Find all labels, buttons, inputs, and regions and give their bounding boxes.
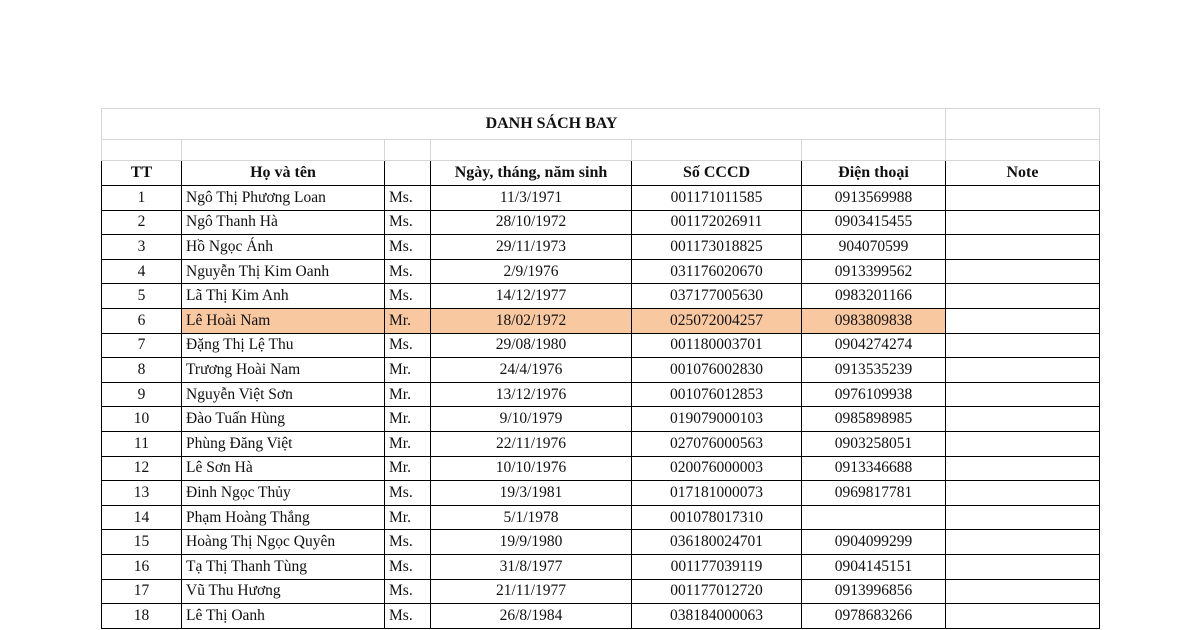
cell-salutation[interactable]: Ms. [385,530,431,555]
cell-salutation[interactable]: Ms. [385,284,431,309]
cell-id[interactable]: 001172026911 [632,210,802,235]
header-name[interactable]: Họ và tên [182,161,385,186]
cell-tt[interactable]: 16 [102,554,182,579]
blank-cell[interactable] [431,140,632,161]
cell-note[interactable] [946,431,1100,456]
cell-name[interactable]: Phạm Hoàng Thắng [182,505,385,530]
cell-salutation[interactable]: Mr. [385,382,431,407]
cell-id[interactable]: 001078017310 [632,505,802,530]
cell-note[interactable] [946,579,1100,604]
cell-name[interactable]: Lê Hoài Nam [182,308,385,333]
table-row [102,284,1100,309]
cell-dob[interactable]: 18/02/1972 [431,308,632,333]
cell-phone[interactable]: 0913346688 [802,456,946,481]
table-row [102,481,1100,506]
cell-id[interactable]: 001171011585 [632,186,802,211]
table-row [102,235,1100,260]
cell-name[interactable]: Lê Sơn Hà [182,456,385,481]
cell-note[interactable] [946,481,1100,506]
cell-tt[interactable]: 11 [102,431,182,456]
table-row [102,259,1100,284]
cell-phone[interactable]: 0904145151 [802,554,946,579]
cell-tt[interactable]: 9 [102,382,182,407]
cell-tt[interactable]: 2 [102,210,182,235]
table-row [102,579,1100,604]
cell-dob[interactable]: 11/3/1971 [431,186,632,211]
cell-tt[interactable]: 18 [102,604,182,629]
cell-note[interactable] [946,186,1100,211]
cell-dob[interactable]: 19/3/1981 [431,481,632,506]
header-dob[interactable]: Ngày, tháng, năm sinh [431,161,632,186]
cell-dob[interactable]: 19/9/1980 [431,530,632,555]
table-row [102,358,1100,383]
cell-tt[interactable]: 1 [102,186,182,211]
cell-dob[interactable]: 13/12/1976 [431,382,632,407]
table-row [102,210,1100,235]
cell-name[interactable]: Hoàng Thị Ngọc Quyên [182,530,385,555]
cell-id[interactable]: 031176020670 [632,259,802,284]
cell-dob[interactable]: 22/11/1976 [431,431,632,456]
cell-name[interactable]: Đặng Thị Lệ Thu [182,333,385,358]
cell-dob[interactable]: 28/10/1972 [431,210,632,235]
cell-dob[interactable]: 2/9/1976 [431,259,632,284]
cell-salutation[interactable]: Mr. [385,505,431,530]
cell-name[interactable]: Trương Hoài Nam [182,358,385,383]
table-row [102,186,1100,211]
cell-id[interactable]: 001076012853 [632,382,802,407]
cell-salutation[interactable]: Mr. [385,358,431,383]
cell-note[interactable] [946,308,1100,333]
cell-salutation[interactable]: Ms. [385,579,431,604]
passenger-table [101,108,1100,629]
cell-salutation[interactable]: Ms. [385,235,431,260]
blank-row [102,140,1100,161]
blank-cell[interactable] [385,140,431,161]
header-row [102,161,1100,186]
cell-phone[interactable]: 0913399562 [802,259,946,284]
cell-tt[interactable]: 8 [102,358,182,383]
cell-note[interactable] [946,530,1100,555]
cell-phone[interactable]: 904070599 [802,235,946,260]
cell-note[interactable] [946,604,1100,629]
cell-id[interactable]: 001173018825 [632,235,802,260]
title-row [102,109,1100,140]
cell-name[interactable]: Tạ Thị Thanh Tùng [182,554,385,579]
table-row [102,308,1100,333]
cell-dob[interactable]: 14/12/1977 [431,284,632,309]
table-row [102,530,1100,555]
cell-dob[interactable]: 9/10/1979 [431,407,632,432]
cell-note[interactable] [946,456,1100,481]
cell-id[interactable]: 027076000563 [632,431,802,456]
header-note[interactable]: Note [946,161,1100,186]
header-tt[interactable]: TT [102,161,182,186]
cell-phone[interactable]: 0904099299 [802,530,946,555]
table-row [102,382,1100,407]
cell-name[interactable]: Ngô Thị Phương Loan [182,186,385,211]
table-row [102,407,1100,432]
blank-cell[interactable] [802,140,946,161]
table-row [102,554,1100,579]
cell-salutation[interactable]: Mr. [385,456,431,481]
cell-salutation[interactable]: Ms. [385,210,431,235]
cell-name[interactable]: Vũ Thu Hương [182,579,385,604]
cell-tt[interactable]: 13 [102,481,182,506]
cell-tt[interactable]: 5 [102,284,182,309]
title-row-note-cell[interactable] [946,109,1100,140]
cell-id[interactable]: 020076000003 [632,456,802,481]
cell-dob[interactable]: 10/10/1976 [431,456,632,481]
cell-phone[interactable]: 0913535239 [802,358,946,383]
cell-note[interactable] [946,259,1100,284]
cell-salutation[interactable]: Ms. [385,481,431,506]
cell-id[interactable]: 001177039119 [632,554,802,579]
cell-phone[interactable]: 0983201166 [802,284,946,309]
cell-phone[interactable]: 0985898985 [802,407,946,432]
cell-phone[interactable]: 0969817781 [802,481,946,506]
cell-id[interactable]: 038184000063 [632,604,802,629]
cell-id[interactable]: 025072004257 [632,308,802,333]
cell-phone[interactable]: 0978683266 [802,604,946,629]
cell-id[interactable]: 036180024701 [632,530,802,555]
cell-note[interactable] [946,333,1100,358]
cell-id[interactable]: 037177005630 [632,284,802,309]
table-row [102,333,1100,358]
header-phone[interactable]: Điện thoại [802,161,946,186]
cell-name[interactable]: Phùng Đăng Việt [182,431,385,456]
blank-cell[interactable] [946,140,1100,161]
cell-note[interactable] [946,554,1100,579]
cell-dob[interactable]: 31/8/1977 [431,554,632,579]
cell-dob[interactable]: 29/08/1980 [431,333,632,358]
cell-name[interactable]: Đào Tuấn Hùng [182,407,385,432]
cell-dob[interactable]: 24/4/1976 [431,358,632,383]
cell-tt[interactable]: 10 [102,407,182,432]
cell-dob[interactable]: 21/11/1977 [431,579,632,604]
blank-cell[interactable] [182,140,385,161]
spreadsheet-page [101,108,1099,629]
cell-phone[interactable]: 0904274274 [802,333,946,358]
cell-name[interactable]: Đinh Ngọc Thủy [182,481,385,506]
cell-note[interactable] [946,382,1100,407]
cell-salutation[interactable]: Ms. [385,333,431,358]
cell-tt[interactable]: 15 [102,530,182,555]
cell-name[interactable]: Lê Thị Oanh [182,604,385,629]
blank-cell[interactable] [102,140,182,161]
header-id[interactable]: Số CCCD [632,161,802,186]
cell-phone[interactable] [802,505,946,530]
cell-salutation[interactable]: Ms. [385,186,431,211]
cell-phone[interactable]: 0913569988 [802,186,946,211]
cell-tt[interactable]: 14 [102,505,182,530]
cell-phone[interactable]: 0903258051 [802,431,946,456]
cell-id[interactable]: 001076002830 [632,358,802,383]
cell-salutation[interactable]: Mr. [385,407,431,432]
sheet-title[interactable]: DANH SÁCH BAY [102,109,946,140]
cell-note[interactable] [946,505,1100,530]
cell-phone[interactable]: 0903415455 [802,210,946,235]
cell-name[interactable]: Nguyễn Việt Sơn [182,382,385,407]
cell-tt[interactable]: 3 [102,235,182,260]
cell-salutation[interactable]: Ms. [385,259,431,284]
cell-tt[interactable]: 7 [102,333,182,358]
table-row [102,431,1100,456]
cell-phone[interactable]: 0913996856 [802,579,946,604]
cell-dob[interactable]: 5/1/1978 [431,505,632,530]
cell-id[interactable]: 019079000103 [632,407,802,432]
cell-id[interactable]: 001177012720 [632,579,802,604]
cell-salutation[interactable]: Mr. [385,431,431,456]
cell-dob[interactable]: 29/11/1973 [431,235,632,260]
cell-note[interactable] [946,284,1100,309]
cell-phone[interactable]: 0976109938 [802,382,946,407]
blank-cell[interactable] [632,140,802,161]
cell-name[interactable]: Nguyễn Thị Kim Oanh [182,259,385,284]
cell-name[interactable]: Ngô Thanh Hà [182,210,385,235]
cell-note[interactable] [946,358,1100,383]
cell-phone[interactable]: 0983809838 [802,308,946,333]
cell-name[interactable]: Lã Thị Kim Anh [182,284,385,309]
table-row [102,505,1100,530]
table-row [102,456,1100,481]
cell-salutation[interactable]: Ms. [385,554,431,579]
cell-tt[interactable]: 4 [102,259,182,284]
cell-tt[interactable]: 12 [102,456,182,481]
cell-note[interactable] [946,407,1100,432]
cell-tt[interactable]: 6 [102,308,182,333]
cell-name[interactable]: Hồ Ngọc Ánh [182,235,385,260]
cell-dob[interactable]: 26/8/1984 [431,604,632,629]
cell-note[interactable] [946,235,1100,260]
cell-id[interactable]: 001180003701 [632,333,802,358]
cell-salutation[interactable]: Mr. [385,308,431,333]
cell-salutation[interactable]: Ms. [385,604,431,629]
cell-id[interactable]: 017181000073 [632,481,802,506]
cell-tt[interactable]: 17 [102,579,182,604]
table-row [102,604,1100,629]
header-salutation[interactable] [385,161,431,186]
cell-note[interactable] [946,210,1100,235]
